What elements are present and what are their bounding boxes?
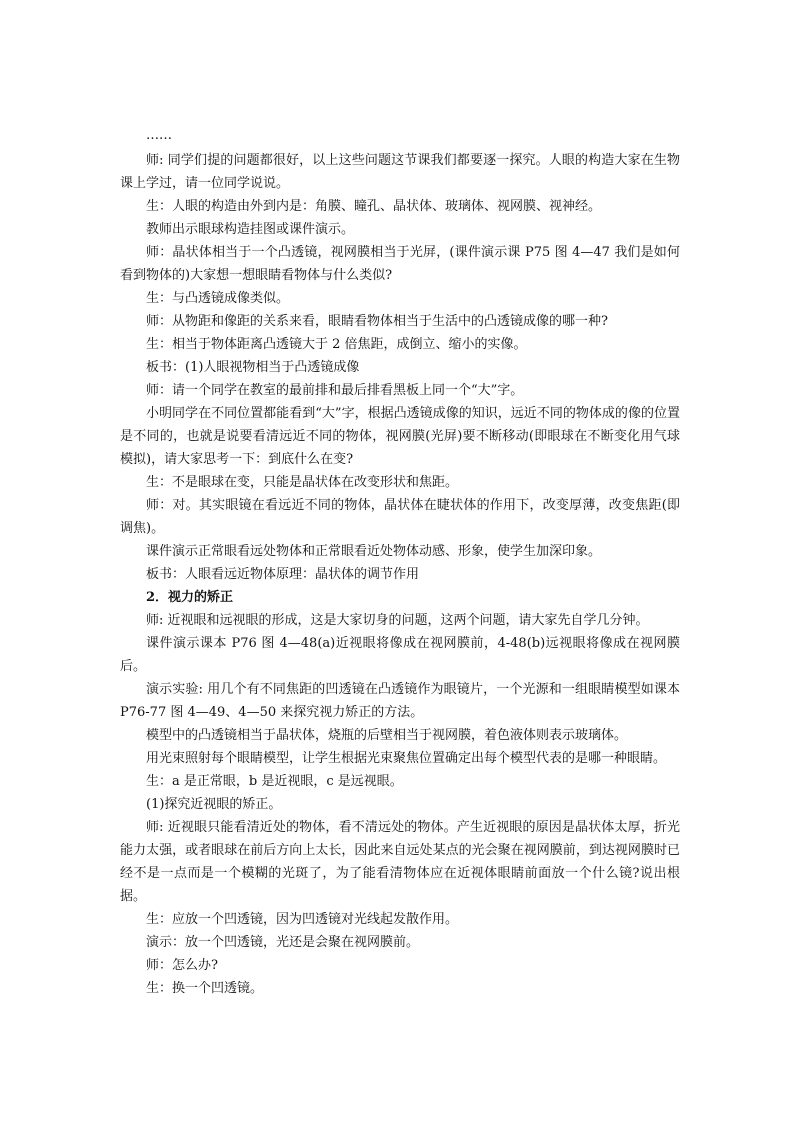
paragraph-student-change-lens: 生：换一个凹透镜。 — [146, 981, 264, 996]
paragraph-model-description: 模型中的凸透镜相当于晶状体，烧瓶的后壁相当于视网膜，着色液体则表示玻璃体。 — [146, 728, 628, 743]
paragraph-board-note-1: 板书：(1)人眼视物相当于凸透镜成像 — [146, 360, 360, 375]
paragraph-teacher-myopia-intro: 师: 近视眼和远视眼的形成，这是大家切身的问题，这两个问题，请大家先自学几分钟。 — [146, 613, 649, 628]
paragraph-board-note-2: 板书：人眼看远近物体原理：晶状体的调节作用 — [146, 567, 420, 582]
paragraph-xiaoming: 小明同学在不同位置都能看到“大”字，根据凸透镜成像的知识，远近不同的物体成的像的位置是不同的，也就是说要看清远近不同的物体，视网膜(光屏)要不断移动(即眼球在不断变化用气球模拟)，请大家思考一下：到底什么在变? — [120, 406, 680, 467]
paragraph-teacher-what-to-do: 师：怎么办? — [146, 958, 218, 973]
paragraph-student-abc: 生：a 是正常眼，b 是近视眼，c 是远视眼。 — [146, 774, 403, 789]
document-body — [120, 124, 680, 1000]
paragraph-teacher-myopia-cause: 师: 近视眼只能看清近处的物体，看不清远处的物体。产生近视眼的原因是晶状体太厚，折光能力太强，或者眼球在前后方向上太长，因此来自远处某点的光会聚在视网膜前，到达视网膜时已经不是一点而是一个模糊的光斑了，为了能看清物体应在近视体眼睛前面放一个什么镜?说出根据。 — [120, 820, 680, 904]
paragraph-student-eye-structure: 生：人眼的构造由外到内是：角膜、瞳孔、晶状体、玻璃体、视网膜、视神经。 — [146, 199, 602, 214]
paragraph-student-similar: 生：与凸透镜成像类似。 — [146, 291, 290, 306]
paragraph-teacher-question: 师：从物距和像距的关系来看，眼睛看物体相当于生活中的凸透镜成像的哪一种? — [146, 314, 608, 329]
paragraph-demo-experiment: 演示实验: 用几个有不同焦距的凹透镜在凸透镜作为眼镜片，一个光源和一组眼睛模型如课本 P76-77 图 4—49、4—50 来探究视力矫正的方法。 — [120, 682, 680, 720]
paragraph-teacher-da-character: 师：请一个同学在教室的最前排和最后排看黑板上同一个“大”字。 — [146, 383, 524, 398]
paragraph-explore-myopia: (1)探究近视眼的矫正。 — [146, 797, 282, 812]
paragraph-demo-concave: 演示：放一个凹透镜，光还是会聚在视网膜前。 — [146, 935, 420, 950]
paragraph-teacher-intro: 师: 同学们提的问题都很好，以上这些问题这节课我们都要逐一探究。人眼的构造大家在生物课上学过，请一位同学说说。 — [120, 153, 680, 191]
paragraph-courseware-demo: 课件演示正常眼看远处物体和正常眼看近处物体动感、形象，使学生加深印象。 — [146, 544, 602, 559]
ellipsis-line: …… — [146, 128, 172, 143]
paragraph-courseware-fig-4-48: 课件演示课本 P76 图 4—48(a)近视眼将像成在视网膜前，4-48(b)远视眼将像成在视网膜后。 — [120, 636, 680, 674]
paragraph-teacher-focusing: 师：对。其实眼镜在看远近不同的物体，晶状体在睫状体的作用下，改变厚薄，改变焦距(即调焦)。 — [120, 498, 680, 536]
paragraph-teacher-shows-chart: 教师出示眼球构造挂图或课件演示。 — [146, 222, 355, 237]
paragraph-light-beam: 用光束照射每个眼睛模型，让学生根据光束聚焦位置确定出每个模型代表的是哪一种眼睛。 — [146, 751, 667, 766]
paragraph-teacher-lens-analogy: 师：晶状体相当于一个凸透镜，视网膜相当于光屏，(课件演示课 P75 图 4—47 我们是如何看到物体的)大家想一想眼睛看物体与什么类似? — [120, 245, 680, 283]
paragraph-student-answer-focal: 生：相当于物体距离凸透镜大于 2 倍焦距，成倒立、缩小的实像。 — [146, 337, 527, 352]
paragraph-student-lens-change: 生：不是眼球在变，只能是晶状体在改变形状和焦距。 — [146, 475, 459, 490]
section-heading-vision-correction: 2．视力的矫正 — [146, 590, 234, 605]
paragraph-student-concave-lens: 生：应放一个凹透镜，因为凹透镜对光线起发散作用。 — [146, 912, 459, 927]
